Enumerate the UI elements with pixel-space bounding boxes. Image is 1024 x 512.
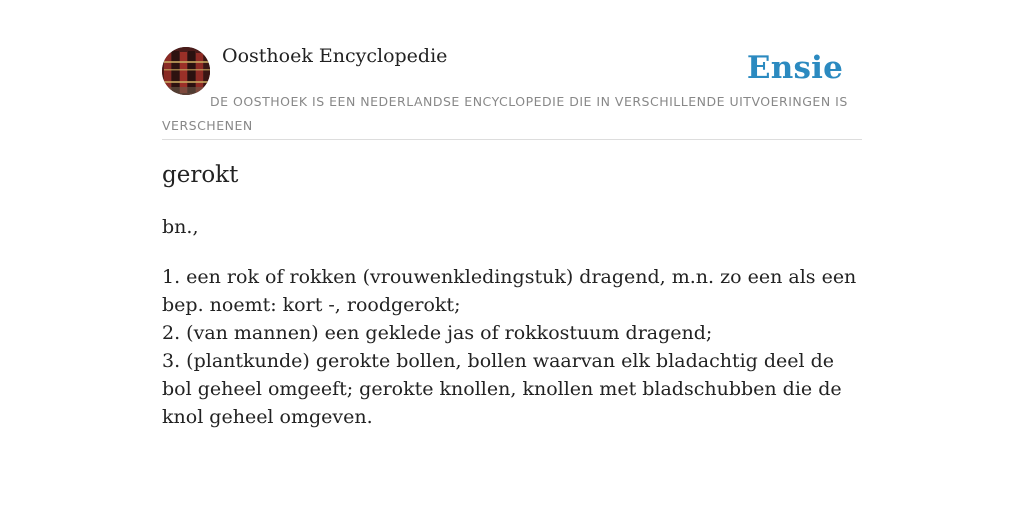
encyclopedia-books-icon[interactable] [162, 47, 210, 95]
source-name[interactable]: Oosthoek Encyclopedie [222, 45, 448, 67]
source-header [162, 0, 862, 140]
entry-term: gerokt [162, 162, 239, 188]
content-container [162, 0, 862, 428]
part-of-speech: bn., [162, 216, 199, 238]
source-description: DE OOSTHOEK IS EEN NEDERLANDSE ENCYCLOPEDIE DIE IN VERSCHILLENDE UITVOERINGEN IS VERSCHENEN [162, 94, 848, 133]
entry-definition: 1. een rok of rokken (vrouwenkledingstuk) dragend, m.n. zo een als een bep. noemt: kort -, roodgerokt; 2. (van mannen) een geklede jas of rokkostuum dragend; 3. (plantkunde) gerokte bollen, bollen waarvan elk bladachtig deel de bol geheel omgeeft; gerokte knollen, knollen met bladschubben die de knol geheel omgeven. [162, 266, 857, 428]
brand-logo-link[interactable]: Ensie [746, 50, 843, 86]
